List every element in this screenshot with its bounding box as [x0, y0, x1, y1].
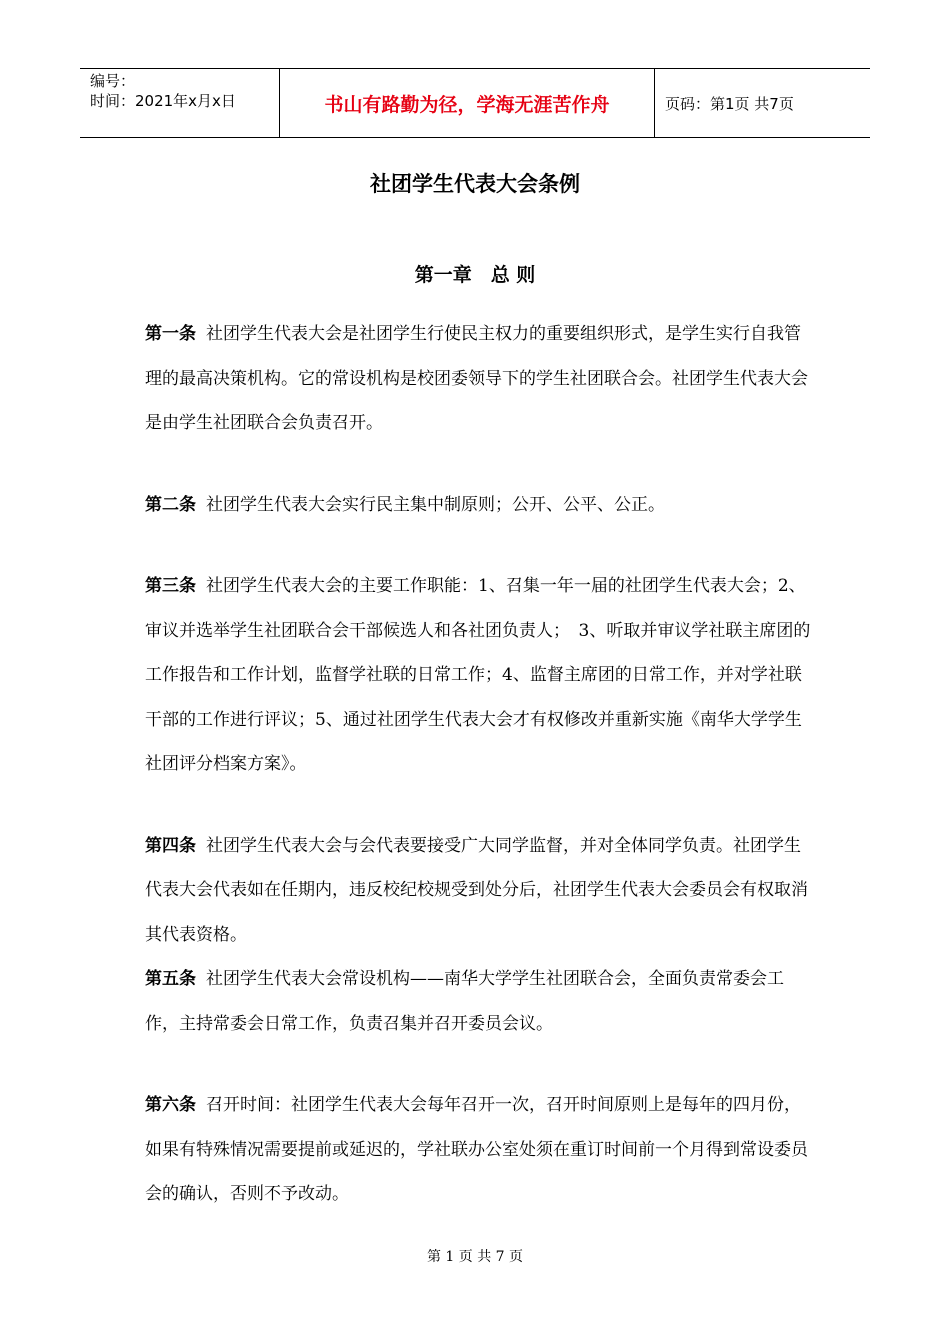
- article-label: 第六条: [145, 1095, 196, 1115]
- date-label: 时间：2021年x月x日: [90, 92, 236, 110]
- article-text: 社团学生代表大会与会代表要接受广大同学监督，并对全体同学负责。社团学生代表大会代表如在任期内，违反校纪校规受到处分后，社团学生代表大会委员会有权取消其代表资格。: [145, 835, 808, 945]
- number-label: 编号：: [90, 72, 136, 90]
- article-label: 第三条: [145, 576, 196, 596]
- article-label: 第一条: [145, 324, 196, 344]
- article-text: 召开时间：社团学生代表大会每年召开一次，召开时间原则上是每年的四月份，如果有特殊情况需要提前或延迟的，学社联办公室处须在重订时间前一个月得到常设委员会的确认，否则不予改动。: [145, 1095, 808, 1204]
- spacer: [145, 446, 815, 483]
- document-body: [145, 312, 815, 1217]
- chapter-heading: 第一章 总 则: [414, 264, 536, 286]
- article-text: 社团学生代表大会实行民主集中制原则；公开、公平、公正。: [206, 494, 665, 515]
- article-label: 第五条: [145, 969, 196, 989]
- article-1: [145, 312, 815, 446]
- article-6: [145, 1083, 815, 1217]
- article-4: [145, 824, 815, 958]
- article-5: [145, 957, 815, 1046]
- article-label: 第二条: [145, 494, 196, 515]
- document-title: 社团学生代表大会条例: [370, 172, 580, 196]
- article-text: 社团学生代表大会的主要工作职能：1、召集一年一届的社团学生代表大会；2、审议并选举学生社团联合会干部候选人和各社团负责人； 3、听取并审议学社联主席团的工作报告和工作计划，监督学社联的日常工作；4、监督主席团的日常工作，并对学社联干部的工作进行评议；5、通过社团学生代表大会才有权修改并重新实施《南华大学学生社团评分档案方案》。: [145, 576, 811, 774]
- header-motto: 书山有路勤为径，学海无涯苦作舟: [280, 69, 655, 137]
- article-2: [145, 483, 815, 528]
- article-label: 第四条: [145, 835, 196, 856]
- header-meta: [80, 69, 280, 137]
- spacer: [145, 1046, 815, 1083]
- page-header: [80, 68, 870, 138]
- article-3: [145, 564, 815, 787]
- page-footer: 第 1 页 共 7 页: [426, 1249, 524, 1265]
- spacer: [145, 527, 815, 564]
- spacer: [145, 787, 815, 824]
- article-text: 社团学生代表大会常设机构——南华大学学生社团联合会，全面负责常委会工作，主持常委会日常工作，负责召集并召开委员会议。: [145, 969, 784, 1034]
- header-page-label: 页码：第1页 共7页: [665, 94, 794, 113]
- article-text: 社团学生代表大会是社团学生行使民主权力的重要组织形式，是学生实行自我管理的最高决策机构。它的常设机构是校团委领导下的学生社团联合会。社团学生代表大会是由学生社团联合会负责召开。: [145, 324, 808, 433]
